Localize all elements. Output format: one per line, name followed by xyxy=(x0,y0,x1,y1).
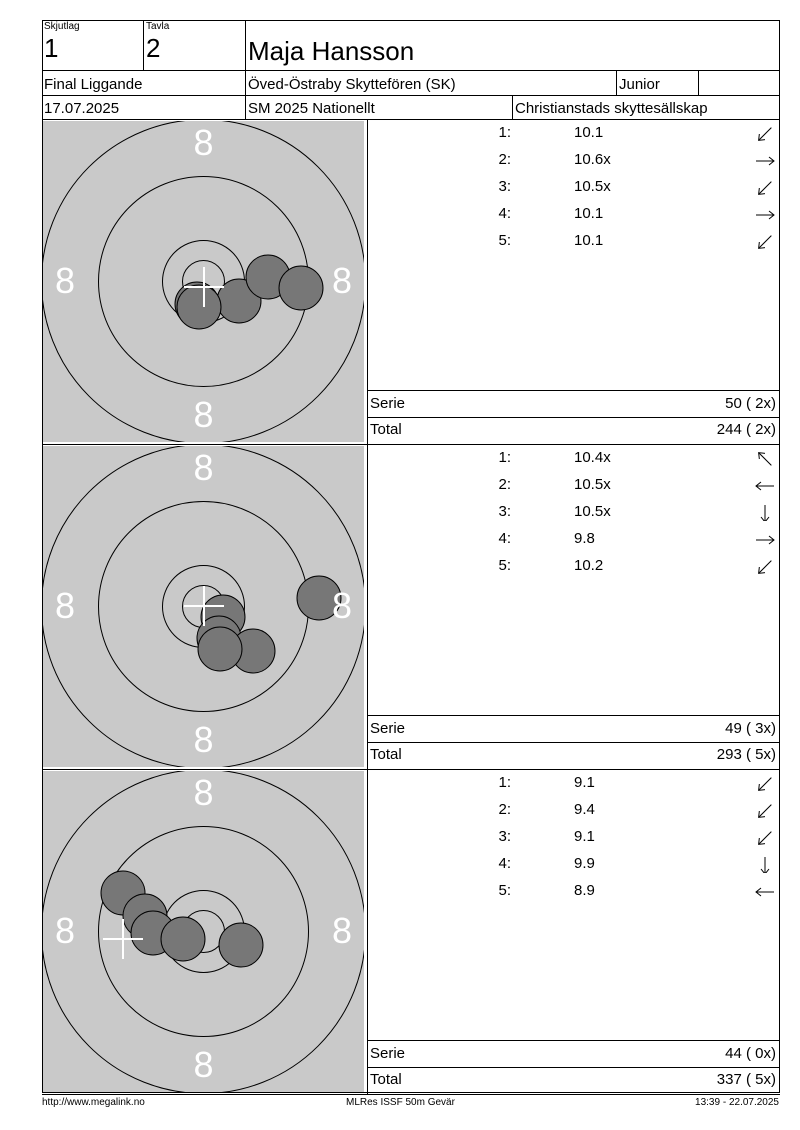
shot-score: 10.5x xyxy=(574,178,611,195)
shot-score: 9.8 xyxy=(574,530,595,547)
shot-number: 3: xyxy=(498,178,511,195)
ring-number-left: 8 xyxy=(54,910,76,951)
serie-label: Serie xyxy=(370,395,406,412)
serie-divider xyxy=(367,1040,780,1041)
ring-number-bottom: 8 xyxy=(193,394,214,435)
shot-score: 10.1 xyxy=(574,124,604,141)
skjutlag-label: Skjutlag xyxy=(44,21,80,32)
target-image xyxy=(43,121,364,442)
shot-number: 2: xyxy=(498,476,511,493)
competition-name: SM 2025 Nationellt xyxy=(248,100,375,117)
direction-arrow-icon xyxy=(752,776,778,792)
section-divider xyxy=(42,444,780,445)
direction-arrow-icon xyxy=(752,451,778,467)
shot-number: 3: xyxy=(498,828,511,845)
shot-number: 4: xyxy=(498,855,511,872)
direction-arrow-icon xyxy=(752,532,778,548)
serie-score: 49 ( 3x) xyxy=(725,720,776,737)
shot-number: 5: xyxy=(498,232,511,249)
footer-timestamp: 13:39 - 22.07.2025 xyxy=(695,1097,779,1108)
shot-score: 9.4 xyxy=(574,801,595,818)
header-line-3 xyxy=(42,119,780,120)
total-label: Total xyxy=(370,1071,402,1088)
shot-hole xyxy=(161,917,205,961)
direction-arrow-icon xyxy=(752,884,778,900)
section-divider xyxy=(42,1094,780,1095)
direction-arrow-icon xyxy=(752,478,778,494)
shot-score: 9.9 xyxy=(574,855,595,872)
shot-score: 10.1 xyxy=(574,205,604,222)
serie-score: 44 ( 0x) xyxy=(725,1045,776,1062)
frame-right xyxy=(779,20,780,1093)
shot-score: 10.5x xyxy=(574,503,611,520)
serie-divider xyxy=(367,715,780,716)
header-line-2 xyxy=(42,95,780,96)
frame-bottom xyxy=(42,1092,780,1093)
header-divider-d xyxy=(698,70,699,95)
shot-hole xyxy=(219,923,263,967)
shot-score: 9.1 xyxy=(574,774,595,791)
tavla-value: 2 xyxy=(146,33,161,63)
shot-number: 5: xyxy=(498,882,511,899)
direction-arrow-icon xyxy=(752,180,778,196)
shot-number: 4: xyxy=(498,530,511,547)
shot-score: 9.1 xyxy=(574,828,595,845)
ring-number-top: 8 xyxy=(193,772,214,813)
ring-number-right: 8 xyxy=(331,585,353,626)
total-divider xyxy=(367,742,780,743)
shot-score: 10.1 xyxy=(574,232,604,249)
shot-score: 10.2 xyxy=(574,557,604,574)
serie-score: 50 ( 2x) xyxy=(725,395,776,412)
header-divider-b xyxy=(245,20,246,119)
total-divider xyxy=(367,1067,780,1068)
shot-hole xyxy=(279,266,323,310)
ring-number-bottom: 8 xyxy=(193,719,214,760)
total-label: Total xyxy=(370,746,402,763)
shot-score: 10.5x xyxy=(574,476,611,493)
ring-number-top: 8 xyxy=(193,447,214,488)
section-vertical-divider xyxy=(367,445,368,769)
ring-number-right: 8 xyxy=(331,260,353,301)
section-divider xyxy=(42,769,780,770)
competition-date: 17.07.2025 xyxy=(44,100,120,117)
shot-score: 10.6x xyxy=(574,151,611,168)
serie-divider xyxy=(367,390,780,391)
direction-arrow-icon xyxy=(752,153,778,169)
event-name: Final Liggande xyxy=(44,76,143,93)
shot-hole xyxy=(198,627,242,671)
header-divider-e xyxy=(512,95,513,119)
shot-number: 1: xyxy=(498,449,511,466)
direction-arrow-icon xyxy=(752,857,778,873)
header-line-1 xyxy=(42,70,780,71)
shot-number: 2: xyxy=(498,801,511,818)
serie-label: Serie xyxy=(370,1045,406,1062)
section-vertical-divider xyxy=(367,120,368,444)
shooter-name: Maja Hansson xyxy=(248,36,415,66)
shot-number: 4: xyxy=(498,205,511,222)
ring-number-left: 8 xyxy=(54,585,76,626)
shot-number: 1: xyxy=(498,124,511,141)
direction-arrow-icon xyxy=(752,234,778,250)
direction-arrow-icon xyxy=(752,803,778,819)
shooter-class: Junior xyxy=(619,76,660,93)
total-divider xyxy=(367,417,780,418)
ring-number-bottom: 8 xyxy=(193,1044,214,1085)
total-label: Total xyxy=(370,421,402,438)
total-score: 337 ( 5x) xyxy=(716,1071,776,1088)
shot-hole xyxy=(177,285,221,329)
shot-number: 3: xyxy=(498,503,511,520)
direction-arrow-icon xyxy=(752,830,778,846)
direction-arrow-icon xyxy=(752,505,778,521)
header-divider-a xyxy=(143,20,144,70)
total-score: 244 ( 2x) xyxy=(716,421,776,438)
shot-number: 1: xyxy=(498,774,511,791)
serie-label: Serie xyxy=(370,720,406,737)
footer-url[interactable]: http://www.megalink.no xyxy=(42,1097,145,1108)
skjutlag-value: 1 xyxy=(44,33,59,63)
shot-score: 10.4x xyxy=(574,449,611,466)
ring-number-left: 8 xyxy=(54,260,76,301)
total-score: 293 ( 5x) xyxy=(716,746,776,763)
ring-number-right: 8 xyxy=(331,910,353,951)
shot-number: 5: xyxy=(498,557,511,574)
header-divider-c xyxy=(616,70,617,95)
footer-software: MLRes ISSF 50m Gevär xyxy=(346,1097,455,1108)
ring-number-top: 8 xyxy=(193,122,214,163)
club-name: Öved-Östraby Skyttefören (SK) xyxy=(248,76,456,93)
direction-arrow-icon xyxy=(752,559,778,575)
target-image xyxy=(43,446,364,767)
tavla-label: Tavla xyxy=(146,21,170,32)
direction-arrow-icon xyxy=(752,126,778,142)
organizer-name: Christianstads skyttesällskap xyxy=(515,100,708,117)
shot-number: 2: xyxy=(498,151,511,168)
direction-arrow-icon xyxy=(752,207,778,223)
target-image xyxy=(43,771,364,1092)
section-vertical-divider xyxy=(367,770,368,1094)
shot-score: 8.9 xyxy=(574,882,595,899)
